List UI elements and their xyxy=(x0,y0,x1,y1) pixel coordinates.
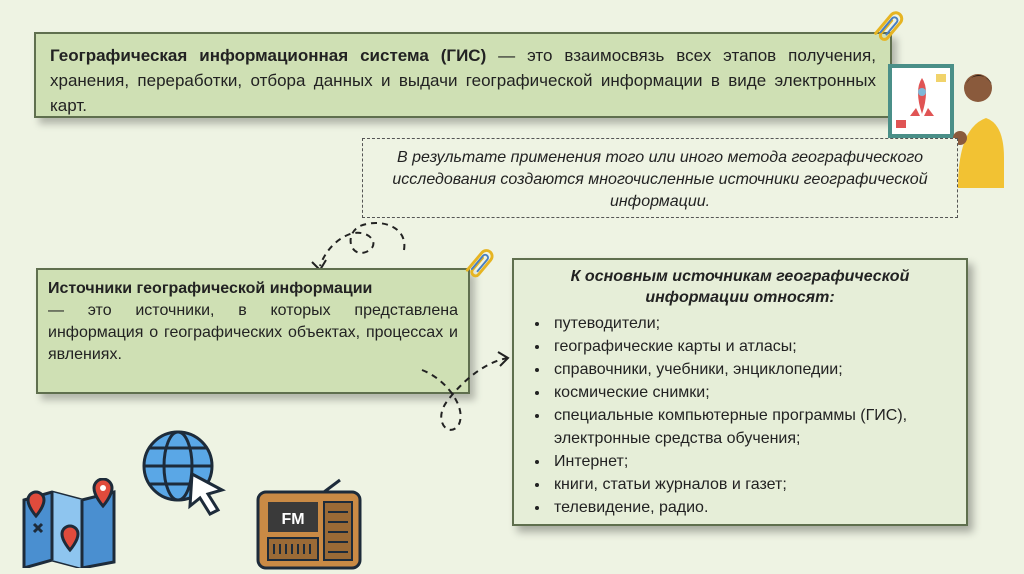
globe-cursor-icon xyxy=(140,428,232,516)
list-item: • географические карты и атласы; xyxy=(550,335,952,358)
main-sources-box xyxy=(512,258,968,526)
list-item: • книги, статьи журналов и газет; xyxy=(550,473,952,496)
list-item: • специальные компьютерные программы (ГИС), электронные средства обучения; xyxy=(550,404,952,450)
list-item: • путеводители; xyxy=(550,312,952,335)
sources-definition-box xyxy=(36,268,470,394)
main-sources-title: К основным источникам географической информации относят: xyxy=(570,268,910,306)
gis-term: Географическая информационная система (ГИС) xyxy=(50,46,487,65)
list-item: • Интернет; xyxy=(550,450,952,473)
radio-label: FM xyxy=(281,511,305,528)
main-sources-list xyxy=(528,312,952,519)
paperclip-icon xyxy=(458,244,500,286)
gis-definition-box xyxy=(34,32,892,118)
list-item: • космические снимки; xyxy=(550,381,952,404)
sources-term: Источники географической информации xyxy=(48,280,373,297)
list-item: • телевидение, радио. xyxy=(550,496,952,519)
result-note-box: В результате применения того или иного метода географического исследования создаются многочисленные источники географической информации. xyxy=(362,138,958,218)
list-item: • справочники, учебники, энциклопедии; xyxy=(550,358,952,381)
gis-definition-text: — это взаимосвязь всех этапов получения, хранения, переработки, отбора данных и выдачи географической информации в виде электронных карт. xyxy=(50,46,876,115)
radio-icon xyxy=(254,478,364,570)
curly-arrow-right-icon xyxy=(418,340,518,440)
paperclip-icon xyxy=(866,6,910,50)
map-pins-icon xyxy=(16,478,122,568)
curly-arrow-down-icon xyxy=(300,210,420,276)
sources-paragraph xyxy=(48,278,458,366)
sources-definition-text: — это источники, в которых представлена информация о географических объектах, процессах и явлениях. xyxy=(48,302,458,363)
